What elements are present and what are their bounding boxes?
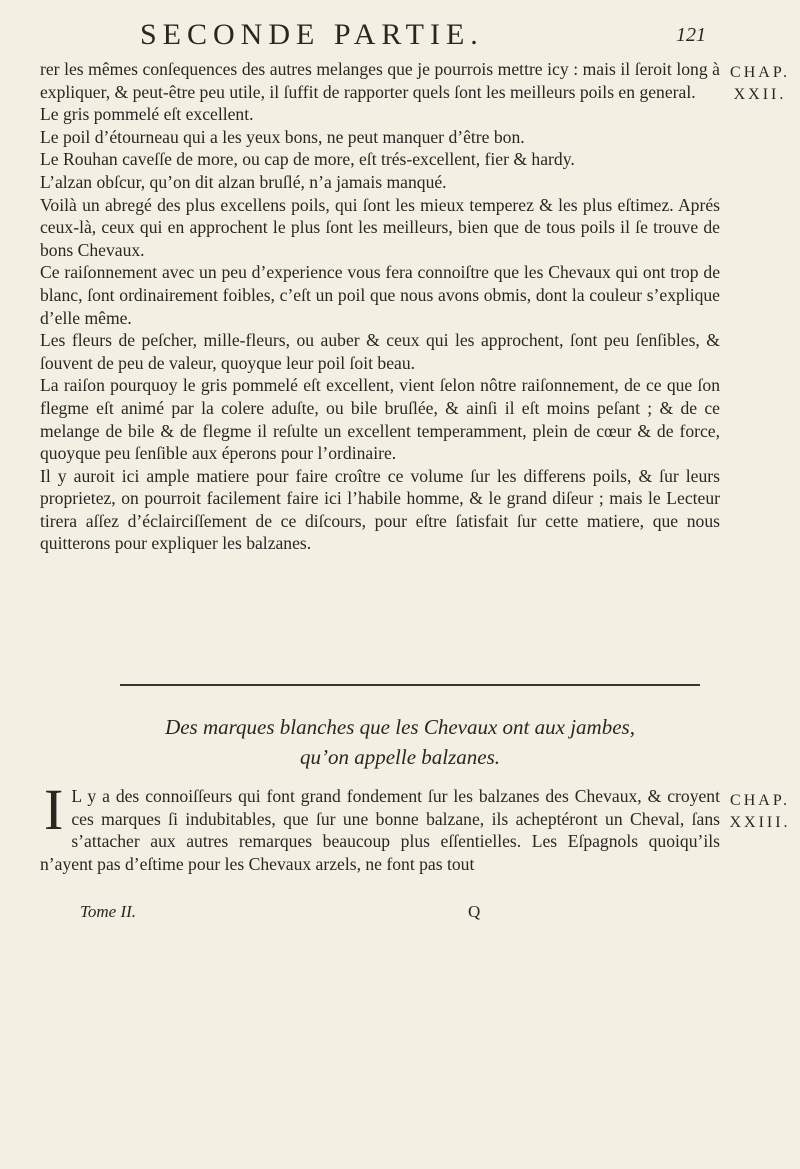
drop-cap: I — [44, 777, 64, 842]
body-text — [40, 58, 720, 555]
section-body — [40, 777, 720, 875]
running-head: SECONDE PARTIE. — [140, 18, 484, 51]
signature-mark: Q — [468, 902, 481, 921]
section-title-line: qu’on appelle balzanes. — [299, 745, 501, 769]
paragraph: Voilà un abregé des plus excellens poils, qui ſont les mieux temperez & les plus eſtimez. Aprés ceux-là, ceux qui en approchent le plus ſont les meilleurs, bien que de tous poils il ſe trouve de bons Chevaux. — [40, 194, 720, 260]
paragraph: La raiſon pourquoy le gris pommelé eſt excellent, vient ſelon nôtre raiſonnement, de ce que ſon flegme eſt animé par la colere aduſte, ou bile bruſlée, & ainſi il eſt moins peſant ; & de ce melange de bile & de flegme il reſulte un excellent temperamment, plein de cœur & de force, quoyque peu ſenſible aux éperons pour l’ordinaire. — [40, 375, 720, 464]
page-number: 121 — [676, 24, 706, 46]
margin-note-chap-xxiii — [722, 790, 798, 834]
margin-note-line: CHAP. — [730, 64, 790, 81]
section-title-line: Des marques blanches que les Chevaux ont aux jambes, — [165, 715, 635, 739]
paragraph: Le poil d’étourneau qui a les yeux bons, ne peut manquer d’être bon. — [40, 126, 525, 147]
paragraph: Ce raiſonnement avec un peu d’experience vous fera connoiſtre que les Chevaux qui ont trop de blanc, ſont ordinairement foibles, c’eſt un poil que nous avons obmis, dont la couleur s’explique d’elle même. — [40, 262, 720, 328]
margin-note-chap-xxii — [722, 62, 798, 106]
paragraph: Le gris pommelé eſt excellent. — [40, 104, 254, 125]
paragraph: rer les mêmes conſequences des autres melanges que je pourrois mettre icy : mais il ſeroit long à expliquer, & peut-être peu utile, il ſuffit de rapporter quels ſont les meilleurs poils en general. — [40, 59, 720, 102]
page-header — [120, 18, 710, 54]
margin-note-line: CHAP. — [730, 792, 790, 809]
margin-note-line: XXII. — [733, 86, 787, 103]
paragraph: L’alzan obſcur, qu’on dit alzan bruſlé, n’a jamais manqué. — [40, 171, 447, 192]
volume-label: Tome II. — [80, 902, 137, 921]
paragraph: Les fleurs de peſcher, mille-fleurs, ou auber & ceux qui les approchent, ſont peu ſenſibles, & ſouvent de peu de valeur, quoyque leur poil ſoit beau. — [40, 330, 720, 373]
paragraph: Il y auroit ici ample matiere pour faire croître ce volume ſur les differens poils, & ſur leurs proprietez, on pourroit facilement faire ici l’habile homme, & le grand diſeur ; mais le Lecteur tirera aſſez d’éclairciſſement de ce diſcours, pour eſtre ſatisfait ſur cette matiere, que nous quitterons pour expliquer les balzanes. — [40, 465, 720, 554]
paragraph: Le Rouhan caveſſe de more, ou cap de more, eſt trés-excellent, fier & hardy. — [40, 149, 575, 170]
margin-note-line: XXIII. — [729, 814, 791, 831]
page-footer — [80, 902, 680, 928]
section-divider — [120, 684, 700, 686]
paragraph: L y a des connoiſſeurs qui font grand fondement ſur les balzanes des Chevaux, & croyent ces marques ſi indubitables, que ſur une bonne balzane, ils acheptéront un Cheval, ſans s’attacher aux autres remarques beaucoup plus eſſentielles. Les Eſpagnols quoiqu’ils n’ayent pas d’eſtime pour les Chevaux arzels, ne font pas tout — [40, 786, 720, 874]
section-title — [40, 712, 760, 772]
